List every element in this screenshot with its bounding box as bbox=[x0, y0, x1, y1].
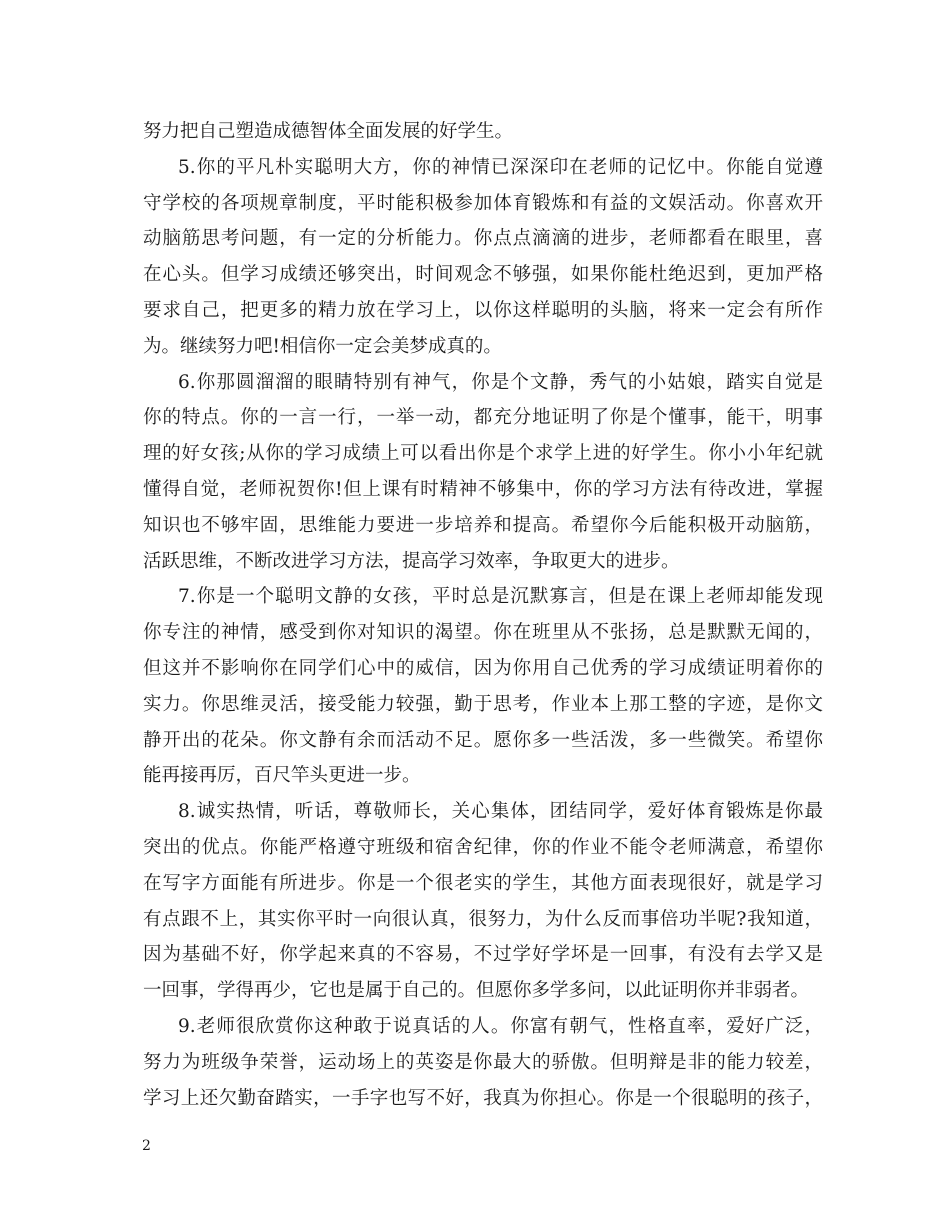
text-line: 5.你的平凡朴实聪明大方，你的神情已深深印在老师的记忆中。你能自觉遵 bbox=[178, 156, 823, 178]
text-line: 实力。你思维灵活，接受能力较强，勤于思考，作业本上那工整的字迹，是你文 bbox=[143, 693, 823, 715]
text-line: 6.你那圆溜溜的眼睛特别有神气，你是个文静，秀气的小姑娘，踏实自觉是 bbox=[178, 371, 823, 393]
text-line: 努力为班级争荣誉，运动场上的英姿是你最大的骄傲。但明辩是非的能力较差， bbox=[143, 1051, 823, 1073]
text-line: 在写字方面能有所进步。你是一个很老实的学生，其他方面表现很好，就是学习 bbox=[143, 872, 823, 894]
text-line: 懂得自觉，老师祝贺你!但上课有时精神不够集中，你的学习方法有待改进，掌握 bbox=[143, 478, 823, 500]
text-line: 要求自己，把更多的精力放在学习上，以你这样聪明的头脑，将来一定会有所作 bbox=[143, 299, 823, 321]
text-line: 能再接再厉，百尺竿头更进一步。 bbox=[143, 765, 421, 787]
text-line: 7.你是一个聪明文静的女孩，平时总是沉默寡言，但是在课上老师却能发现 bbox=[178, 586, 823, 608]
text-line: 9.老师很欣赏你这种敢于说真话的人。你富有朝气，性格直率，爱好广泛， bbox=[178, 1015, 823, 1037]
text-line: 因为基础不好，你学起来真的不容易，不过学好学坏是一回事，有没有去学又是 bbox=[143, 944, 823, 966]
text-line: 8.诚实热情，听话，尊敬师长，关心集体，团结同学，爱好体育锻炼是你最 bbox=[178, 801, 823, 823]
text-line: 但这并不影响你在同学们心中的威信，因为你用自己优秀的学习成绩证明着你的 bbox=[143, 657, 823, 679]
text-line: 学习上还欠勤奋踏实，一手字也写不好，我真为你担心。你是一个很聪明的孩子， bbox=[143, 1087, 823, 1109]
body-text bbox=[143, 114, 823, 1116]
text-line: 守学校的各项规章制度，平时能积极参加体育锻炼和有益的文娱活动。你喜欢开 bbox=[143, 192, 823, 214]
text-line: 活跃思维，不断改进学习方法，提高学习效率，争取更大的进步。 bbox=[143, 550, 680, 572]
text-line: 一回事，学得再少，它也是属于自己的。但愿你多学多问，以此证明你并非弱者。 bbox=[143, 980, 810, 1002]
text-line: 理的好女孩;从你的学习成绩上可以看出你是个求学上进的好学生。你小小年纪就 bbox=[143, 443, 823, 465]
text-line: 你专注的神情，感受到你对知识的渴望。你在班里从不张扬，总是默默无闻的， bbox=[143, 622, 823, 644]
text-line: 突出的优点。你能严格遵守班级和宿舍纪律，你的作业不能令老师满意，希望你 bbox=[143, 836, 823, 858]
text-line: 你的特点。你的一言一行，一举一动，都充分地证明了你是个懂事，能干，明事 bbox=[143, 407, 823, 429]
text-line: 努力把自己塑造成德智体全面发展的好学生。 bbox=[143, 121, 514, 142]
text-line: 静开出的花朵。你文静有余而活动不足。愿你多一些活泼，多一些微笑。希望你 bbox=[143, 729, 823, 751]
page-number: 2 bbox=[142, 1138, 151, 1154]
text-line: 在心头。但学习成绩还够突出，时间观念不够强，如果你能杜绝迟到，更加严格 bbox=[143, 264, 823, 286]
text-line: 动脑筋思考问题，有一定的分析能力。你点点滴滴的进步，老师都看在眼里，喜 bbox=[143, 228, 823, 250]
text-line: 知识也不够牢固，思维能力要进一步培养和提高。希望你今后能积极开动脑筋， bbox=[143, 514, 823, 536]
text-line: 有点跟不上，其实你平时一向很认真，很努力，为什么反而事倍功半呢?我知道， bbox=[143, 908, 823, 930]
text-line: 为。继续努力吧!相信你一定会美梦成真的。 bbox=[143, 335, 502, 357]
